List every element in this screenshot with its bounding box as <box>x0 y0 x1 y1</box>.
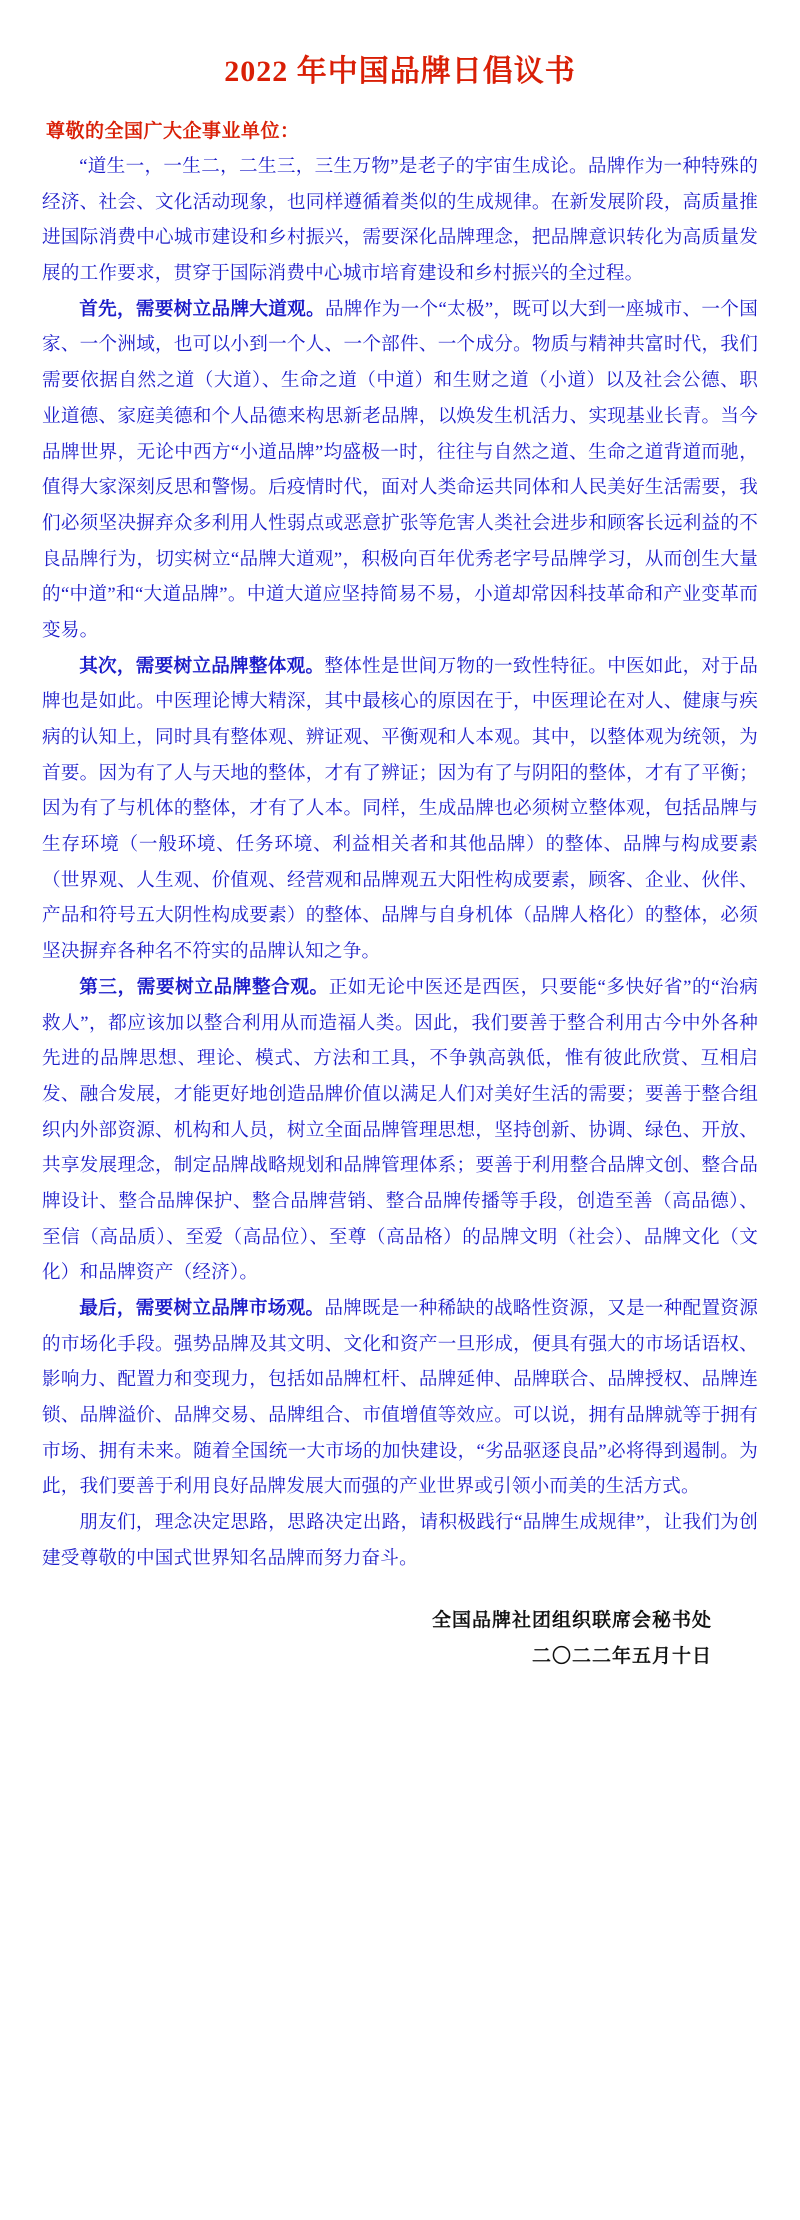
paragraph <box>42 649 758 970</box>
paragraph-lead: 首先，需要树立品牌大道观。 <box>79 298 325 320</box>
paragraph-text: 整体性是世间万物的一致性特征。中医如此，对于品牌也是如此。中医理论博大精深，其中最核心的原因在于，中医理论在对人、健康与疾病的认知上，同时具有整体观、辨证观、平衡观和人本观。其中，以整体观为统领，为首要。因为有了人与天地的整体，才有了辨证；因为有了与阴阳的整体，才有了平衡；因为有了与机体的整体，才有了人本。同样，生成品牌也必须树立整体观，包括品牌与生存环境（一般环境、任务环境、利益相关者和其他品牌）的整体、品牌与构成要素（世界观、人生观、价值观、经营观和品牌观五大阳性构成要素，顾客、企业、伙伴、产品和符号五大阴性构成要素）的整体、品牌与自身机体（品牌人格化）的整体，必须坚决摒弃各种名不符实的品牌认知之争。 <box>42 655 758 963</box>
paragraph-lead: 其次，需要树立品牌整体观。 <box>79 655 325 677</box>
paragraph <box>42 292 758 649</box>
paragraph <box>42 1505 758 1576</box>
paragraph <box>42 149 758 292</box>
paragraph <box>42 970 758 1291</box>
paragraph-lead: 第三，需要树立品牌整合观。 <box>79 976 329 998</box>
signature-date: 二〇二二年五月十日 <box>531 1645 712 1667</box>
page-title: 2022 年中国品牌日倡议书 <box>224 55 576 88</box>
salutation: 尊敬的全国广大企事业单位： <box>46 121 300 142</box>
paragraph-text: 品牌作为一个“太极”，既可以大到一座城市、一个国家、一个洲域，也可以小到一个人、一个部件、一个成分。物质与精神共富时代，我们需要依据自然之道（大道）、生命之道（中道）和生财之道（小道）以及社会公德、职业道德、家庭美德和个人品德来构思新老品牌，以焕发生机活力、实现基业长青。当今品牌世界，无论中西方“小道品牌”均盛极一时，往往与自然之道、生命之道背道而驰，值得大家深刻反思和警惕。后疫情时代，面对人类命运共同体和人民美好生活需要，我们必须坚决摒弃众多利用人性弱点或恶意扩张等危害人类社会进步和顾客长远利益的不良品牌行为，切实树立“品牌大道观”，积极向百年优秀老字号品牌学习，从而创生大量的“中道”和“大道品牌”。中道大道应坚持简易不易，小道却常因科技革命和产业变革而变易。 <box>42 298 758 641</box>
paragraph-text: 朋友们，理念决定思路，思路决定出路，请积极践行“品牌生成规律”，让我们为创建受尊敬的中国式世界知名品牌而努力奋斗。 <box>42 1512 758 1569</box>
paragraph-text: 正如无论中医还是西医，只要能“多快好省”的“治病救人”，都应该加以整合利用从而造福人类。因此，我们要善于整合利用古今中外各种先进的品牌思想、理论、模式、方法和工具，不争孰高孰低，惟有彼此欣赏、互相启发、融合发展，才能更好地创造品牌价值以满足人们对美好生活的需要；要善于整合组织内外部资源、机构和人员，树立全面品牌管理思想，坚持创新、协调、绿色、开放、共享发展理念，制定品牌战略规划和品牌管理体系；要善于利用整合品牌文创、整合品牌设计、整合品牌保护、整合品牌营销、整合品牌传播等手段，创造至善（高品德）、至信（高品质）、至爱（高品位）、至尊（高品格）的品牌文明（社会）、品牌文化（文化）和品牌资产（经济）。 <box>42 976 758 1284</box>
paragraph-text: 品牌既是一种稀缺的战略性资源，又是一种配置资源的市场化手段。强势品牌及其文明、文化和资产一旦形成，便具有强大的市场话语权、影响力、配置力和变现力，包括如品牌杠杆、品牌延伸、品牌联合、品牌授权、品牌连锁、品牌溢价、品牌交易、品牌组合、市值增值等效应。可以说，拥有品牌就等于拥有市场、拥有未来。随着全国统一大市场的加快建设，“劣品驱逐良品”必将得到遏制。为此，我们要善于利用良好品牌发展大而强的产业世界或引领小而美的生活方式。 <box>42 1298 758 1498</box>
paragraph-lead: 最后，需要树立品牌市场观。 <box>79 1298 325 1319</box>
document-body <box>42 149 758 1577</box>
signature-block <box>36 1603 764 1675</box>
paragraph-text: “道生一，一生二，二生三，三生万物”是老子的宇宙生成论。品牌作为一种特殊的经济、社会、文化活动现象，也同样遵循着类似的生成规律。在新发展阶段，高质量推进国际消费中心城市建设和乡村振兴，需要深化品牌理念，把品牌意识转化为高质量发展的工作要求，贯穿于国际消费中心城市培育建设和乡村振兴的全过程。 <box>42 156 758 285</box>
paragraph <box>42 1291 758 1505</box>
signature-organization: 全国品牌社团组织联席会秘书处 <box>431 1609 712 1631</box>
